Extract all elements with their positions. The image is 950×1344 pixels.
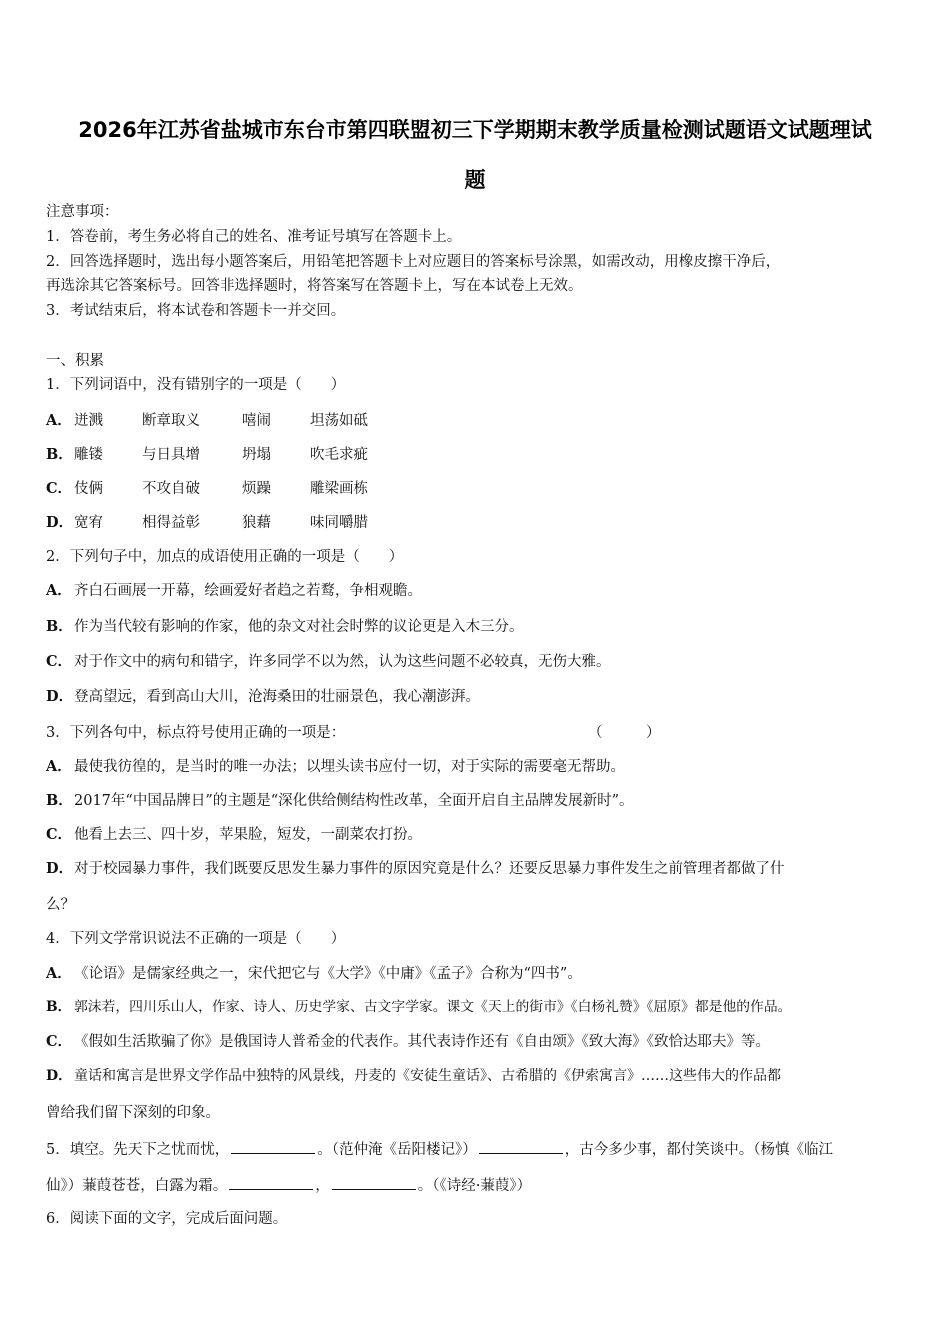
option-label: A． <box>46 758 72 775</box>
option-word: 断章取义 <box>142 413 200 429</box>
notice-item-3: 3．考试结束后，将本试卷和答题卡一并交回。 <box>46 303 346 319</box>
q4-option-b <box>46 1001 791 1015</box>
question-2-stem: 2．下列句子中，加点的成语使用正确的一项是（ ） <box>46 549 404 565</box>
q2-option-d <box>46 690 480 705</box>
option-word: 吹毛求疵 <box>310 447 368 463</box>
exam-title-line2: 题 <box>464 168 486 192</box>
option-word: 雕镂 <box>74 447 103 463</box>
option-text: 最使我彷徨的，是当时的唯一办法；以埋头读书应付一切，对于实际的需要毫无帮助。 <box>74 759 625 775</box>
option-text: 童话和寓言是世界文学作品中独特的风景线，丹麦的《安徒生童话》、古希腊的《伊索寓言》……这些伟大的作品都 <box>74 1068 781 1084</box>
option-word: 烦躁 <box>242 481 271 497</box>
q5-text: 仙》）蒹葭苍苍，白露为霜。 <box>46 1178 228 1194</box>
q5-text: 。（范仲淹《岳阳楼记》） <box>317 1142 477 1158</box>
q1-option-a <box>46 414 368 429</box>
q1-option-c <box>46 482 368 497</box>
option-word: 嘻闹 <box>242 413 271 429</box>
option-word: 宽宥 <box>74 515 103 531</box>
exam-title-line1: 2026年江苏省盐城市东台市第四联盟初三下学期期末教学质量检测试题语文试题理试 <box>78 118 872 142</box>
q1-option-d <box>46 516 368 531</box>
option-label: D． <box>46 514 74 531</box>
question-1-stem: 1．下列词语中，没有错别字的一项是（ ） <box>46 377 346 393</box>
option-word: 不攻自破 <box>142 481 200 497</box>
option-text: 作为当代较有影响的作家，他的杂文对社会时弊的议论更是入木三分。 <box>74 619 524 635</box>
option-label: C． <box>46 826 73 843</box>
notice-item-1: 1．答卷前，考生务必将自己的姓名、准考证号填写在答题卡上。 <box>46 229 462 245</box>
fill-blank[interactable] <box>332 1177 416 1190</box>
q2-option-c <box>46 655 611 670</box>
fill-blank[interactable] <box>231 1141 315 1154</box>
option-word: 坦荡如砥 <box>310 413 368 429</box>
q3-option-d <box>46 862 785 877</box>
option-label: B． <box>46 999 72 1015</box>
q1-option-b <box>46 448 368 463</box>
option-label: B． <box>46 618 73 635</box>
q5-text: ，古今多少事，都付笑谈中。（杨慎《临江 <box>564 1142 833 1158</box>
q5-text: ， <box>315 1178 330 1194</box>
option-text: 2017年“中国品牌日”的主题是“深化供给侧结构性改革，全面开启自主品牌发展新时”。 <box>74 793 634 809</box>
option-label: D． <box>46 860 74 877</box>
option-label: A． <box>46 965 72 982</box>
q4-option-c <box>46 1035 770 1050</box>
notice-item-2a: 2．回答选择题时，选出每小题答案后，用铅笔把答题卡上对应题目的答案标号涂黑，如需改动，用橡皮擦干净后， <box>46 254 781 270</box>
q2-option-a <box>46 584 422 599</box>
q4-option-a <box>46 967 582 982</box>
question-4-stem: 4．下列文学常识说法不正确的一项是（ ） <box>46 931 346 947</box>
option-word: 与日具增 <box>142 447 200 463</box>
option-word: 雕梁画栋 <box>310 481 368 497</box>
notice-heading: 注意事项： <box>46 204 119 220</box>
option-word: 伎俩 <box>74 481 103 497</box>
option-text: 登高望远，看到高山大川，沧海桑田的壮丽景色，我心潮澎湃。 <box>74 689 480 705</box>
option-word: 迸溅 <box>74 413 103 429</box>
option-label: D． <box>46 688 74 705</box>
option-text: 《假如生活欺骗了你》是俄国诗人普希金的代表作。其代表诗作还有《自由颂》《致大海》《致恰达耶夫》等。 <box>74 1034 770 1050</box>
option-word: 坍塌 <box>242 447 271 463</box>
option-label: C． <box>46 653 73 670</box>
option-word: 狼藉 <box>242 515 271 531</box>
q4-option-d-continued: 曾给我们留下深刻的印象。 <box>46 1105 220 1121</box>
option-label: A． <box>46 412 72 429</box>
question-3-answer-paren: （ ） <box>588 725 661 741</box>
q5-text: 5．填空。先天下之忧而忧， <box>46 1142 230 1158</box>
option-label: B． <box>46 792 73 809</box>
option-label: A． <box>46 582 72 599</box>
question-3-stem: 3．下列各句中，标点符号使用正确的一项是： <box>46 725 346 741</box>
option-label: D． <box>46 1068 73 1084</box>
option-text: 对于作文中的病句和错字，许多同学不以为然，认为这些问题不必较真，无伤大雅。 <box>74 654 611 670</box>
q3-option-c <box>46 828 422 843</box>
q4-option-d <box>46 1069 781 1083</box>
question-5-line2 <box>46 1177 531 1194</box>
question-6-stem: 6．阅读下面的文字，完成后面问题。 <box>46 1211 288 1227</box>
option-text: 郭沫若，四川乐山人，作家、诗人、历史学家、古文字学家。课文《天上的街市》《白杨礼赞》《屈原》都是他的作品。 <box>74 999 792 1015</box>
q5-text: 。（《诗经·蒹葭》） <box>417 1178 532 1194</box>
fill-blank[interactable] <box>229 1177 313 1190</box>
q3-option-a <box>46 760 625 775</box>
option-word: 味同嚼腊 <box>310 515 368 531</box>
option-label: C． <box>46 1033 73 1050</box>
option-text: 齐白石画展一开幕，绘画爱好者趋之若鹜，争相观瞻。 <box>74 583 422 599</box>
section-heading: 一、积累 <box>46 353 104 369</box>
option-label: C． <box>46 480 73 497</box>
option-text: 他看上去三、四十岁，苹果脸，短发，一副菜农打扮。 <box>74 827 422 843</box>
q3-option-b <box>46 794 634 809</box>
notice-item-2b: 再选涂其它答案标号。回答非选择题时，将答案写在答题卡上，写在本试卷上无效。 <box>46 278 583 294</box>
option-text: 对于校园暴力事件，我们既要反思发生暴力事件的原因究竟是什么？还要反思暴力事件发生之前管理者都做了什 <box>74 861 785 877</box>
q2-option-b <box>46 620 524 635</box>
option-text: 《论语》是儒家经典之一，宋代把它与《大学》《中庸》《孟子》合称为“四书”。 <box>74 966 582 982</box>
q3-option-d-continued: 么？ <box>46 897 75 913</box>
option-word: 相得益彰 <box>142 515 200 531</box>
question-5-line1 <box>46 1141 833 1158</box>
option-label: B． <box>46 446 73 463</box>
fill-blank[interactable] <box>479 1141 563 1154</box>
